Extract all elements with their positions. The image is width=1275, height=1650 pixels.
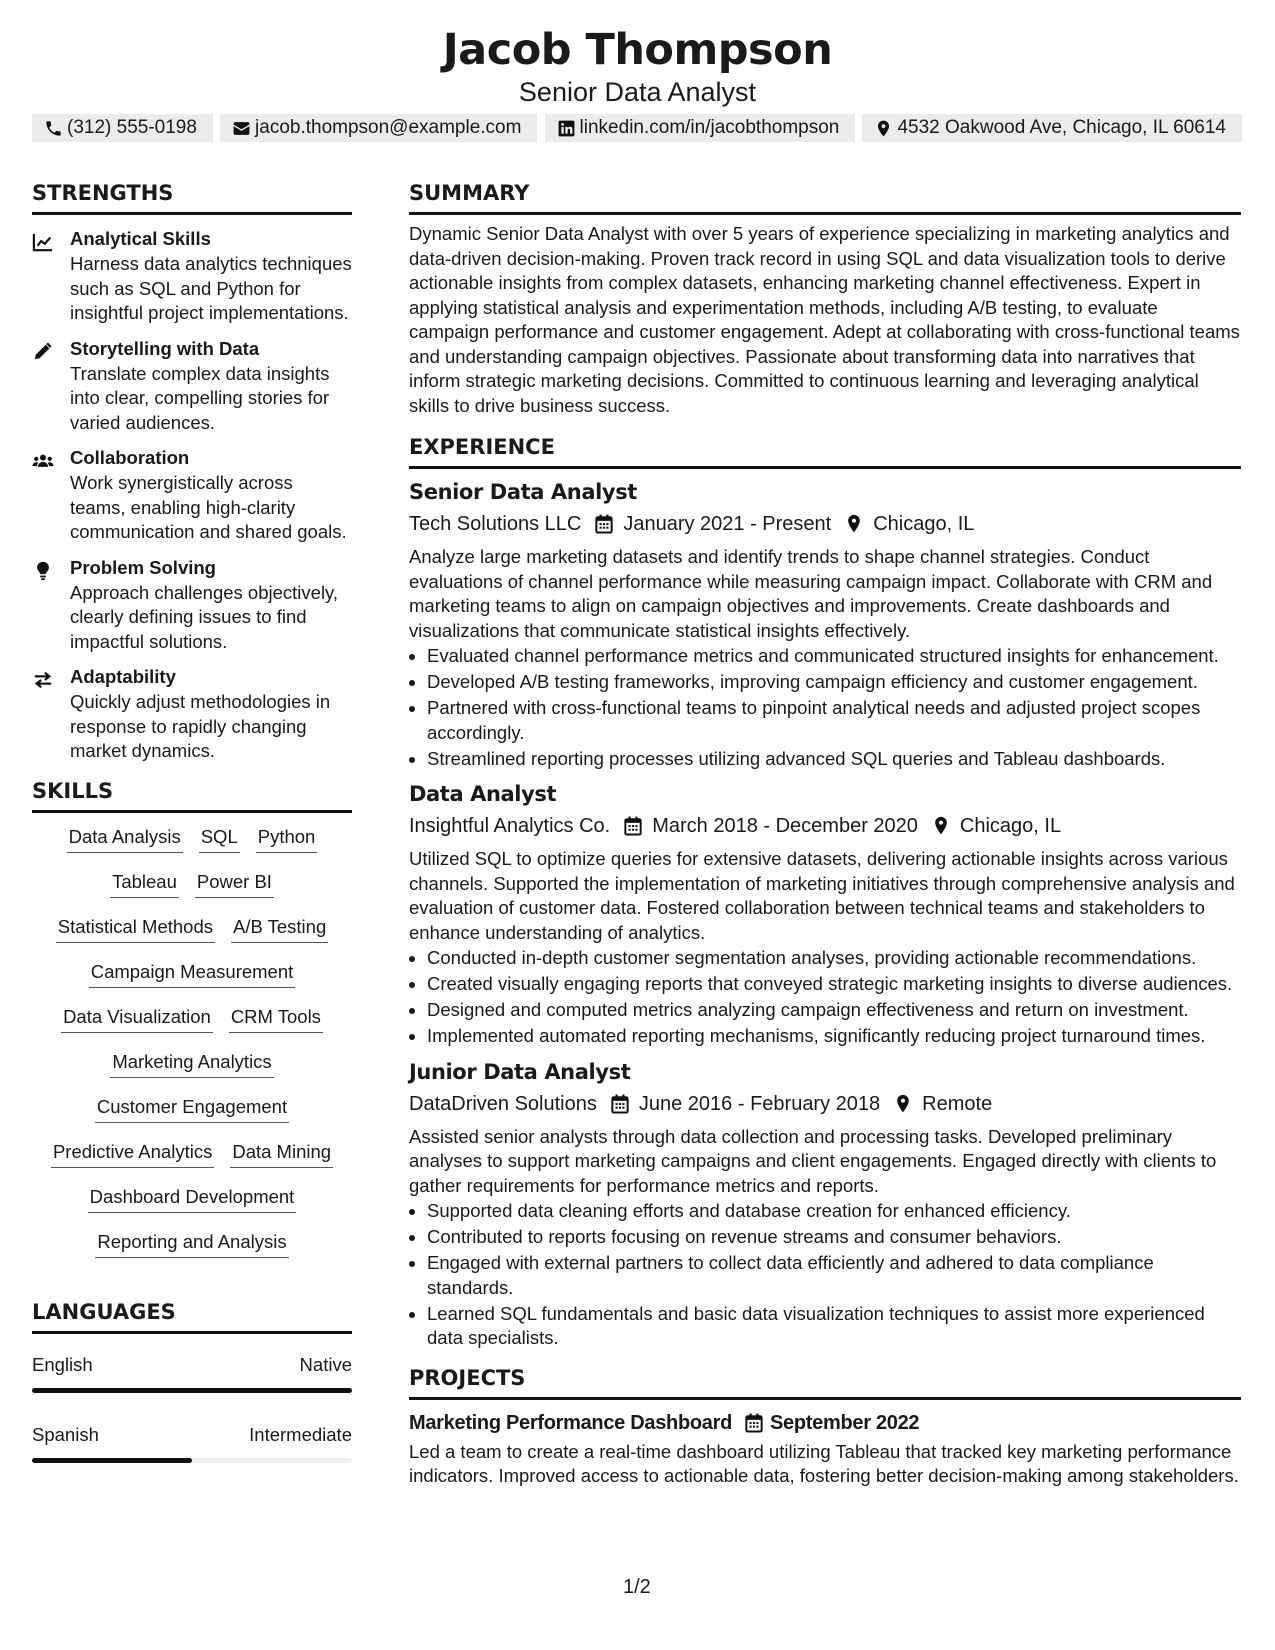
job-bullet: • Engaged with external partners to collect data efficiently and adhered to data compliance standards. xyxy=(427,1251,1241,1300)
contact-linkedin[interactable] xyxy=(545,114,856,142)
skill-tag: Marketing Analytics xyxy=(110,1050,273,1078)
proficiency-fill xyxy=(32,1388,352,1393)
job-company: Insightful Analytics Co. xyxy=(409,815,611,837)
skill-tag: Statistical Methods xyxy=(56,915,215,943)
job-bullet: • Developed A/B testing frameworks, improving campaign efficiency and customer engagement. xyxy=(427,670,1241,695)
job-bullet: • Learned SQL fundamentals and basic data visualization techniques to assist more experienced data specialists. xyxy=(427,1302,1241,1351)
skill-row xyxy=(32,825,352,870)
summary-text: Dynamic Senior Data Analyst with over 5 years of experience specializing in marketing analytics and data-driven decision-making. Proven track record in using SQL and data visualization tools to derive actionable insights from complex datasets, enhancing marketing channel effectiveness. Expert in applying statistical analysis and experimentation methods, including A/B testing, to evaluate campaign performance and customer engagement. Adept at collaborating with cross-functional teams and understanding campaign objectives. Passionate about transforming data into narratives that inform strategic marketing decisions. Committed to continuous learning and leveraging analytical skills to drive business success. xyxy=(409,223,1240,416)
skill-row xyxy=(32,915,352,960)
skill-tag: Customer Engagement xyxy=(95,1095,289,1123)
projects-list xyxy=(409,1408,1241,1489)
project-header xyxy=(409,1408,1241,1438)
language-level: Intermediate xyxy=(249,1423,352,1445)
strengths-list xyxy=(32,226,352,764)
job-company: DataDriven Solutions xyxy=(409,1092,597,1115)
skill-row xyxy=(32,1140,352,1185)
page-number: 1/2 xyxy=(623,1576,651,1598)
strength-title: Problem Solving xyxy=(70,556,216,578)
calendar-icon xyxy=(595,514,613,534)
skill-tag: Dashboard Development xyxy=(88,1185,297,1213)
skill-tag: Python xyxy=(256,825,318,853)
strength-title: Analytical Skills xyxy=(70,228,211,249)
contact-phone-text: (312) 555-0198 xyxy=(67,117,197,138)
job-bullets xyxy=(409,644,1241,771)
skills-heading: SKILLS xyxy=(32,776,352,813)
strength-desc: Harness data analytics techniques such as SQL and Python for insightful project implementations. xyxy=(70,253,352,323)
job-title: Data Analyst xyxy=(409,782,557,806)
language-name: Spanish xyxy=(32,1423,99,1445)
resume-header xyxy=(0,22,1275,108)
job-location: Chicago, IL xyxy=(959,815,1062,837)
left-column xyxy=(32,178,352,1474)
map-pin-icon xyxy=(894,1094,912,1114)
skill-row xyxy=(32,1050,352,1095)
map-pin-icon xyxy=(845,514,863,534)
skill-tag: CRM Tools xyxy=(229,1005,323,1033)
languages-list xyxy=(32,1334,352,1474)
contact-email[interactable] xyxy=(220,114,537,142)
proficiency-bar xyxy=(32,1388,352,1393)
job-entry xyxy=(409,1057,1241,1351)
right-column xyxy=(409,178,1241,1489)
candidate-title: Senior Data Analyst xyxy=(518,77,757,107)
contact-email-text: jacob.thompson@example.com xyxy=(255,117,522,138)
project-description: Led a team to create a real-time dashboard utilizing Tableau that tracked key marketing performance indicators. Improved access to actionable data, fostering better decision-making among stakeholders. xyxy=(409,1440,1239,1486)
skill-tag: SQL xyxy=(199,825,240,853)
contact-phone[interactable] xyxy=(32,114,213,142)
strength-title: Storytelling with Data xyxy=(70,337,260,359)
job-bullet: • Created visually engaging reports that conveyed strategic marketing insights to diverse audiences. xyxy=(427,972,1241,997)
job-location: Chicago, IL xyxy=(873,513,975,535)
users-icon xyxy=(32,451,54,471)
summary-heading: SUMMARY xyxy=(409,178,1241,215)
skill-tag: Campaign Measurement xyxy=(89,960,296,988)
skill-row xyxy=(32,1095,352,1140)
language-item xyxy=(32,1404,352,1474)
calendar-icon xyxy=(624,816,642,836)
job-entry xyxy=(409,477,1241,771)
language-name: English xyxy=(32,1353,93,1375)
job-bullet: • Supported data cleaning efforts and database creation for enhanced efficiency. xyxy=(427,1199,1241,1224)
experience-list xyxy=(409,477,1241,1351)
strength-item xyxy=(32,555,352,655)
job-meta xyxy=(409,1089,1241,1119)
job-bullet: • Implemented automated reporting mechanisms, significantly reducing project turnaround times. xyxy=(427,1024,1241,1049)
language-level: Native xyxy=(299,1353,352,1375)
strength-item xyxy=(32,664,352,764)
experience-heading: EXPERIENCE xyxy=(409,432,1241,469)
job-description: Utilized SQL to optimize queries for extensive datasets, delivering actionable insights across various channels. Supported the implementation of marketing initiatives through comprehensive analysis and evaluation of customer data. Fostered collaboration between technical teams and stakeholders to enhance understanding of analytics. xyxy=(409,848,1235,943)
project-title: Marketing Performance Dashboard xyxy=(409,1411,733,1434)
job-bullet: • Partnered with cross-functional teams to pinpoint analytical needs and adjusted project scopes accordingly. xyxy=(427,696,1241,745)
skill-tag: A/B Testing xyxy=(231,915,328,943)
strength-title: Collaboration xyxy=(70,447,190,468)
project-entry xyxy=(409,1408,1241,1489)
candidate-name: Jacob Thompson xyxy=(442,25,833,75)
strengths-heading: STRENGTHS xyxy=(32,178,352,215)
calendar-icon xyxy=(611,1094,629,1114)
strength-item xyxy=(32,226,352,326)
job-meta xyxy=(409,811,1241,841)
strength-desc: Translate complex data insights into clear, compelling stories for varied audiences. xyxy=(70,362,330,433)
lightbulb-icon xyxy=(32,561,54,581)
strength-desc: Quickly adjust methodologies in response to rapidly changing market dynamics. xyxy=(70,691,331,761)
project-date: September 2022 xyxy=(770,1411,920,1434)
strength-item xyxy=(32,445,352,545)
job-bullet: • Streamlined reporting processes utilizing advanced SQL queries and Tableau dashboards. xyxy=(427,747,1241,772)
job-description: Analyze large marketing datasets and identify trends to shape channel strategies. Conduct evaluations of channel performance while measuring campaign impact. Collaborate with CRM and marketing teams to align on campaign objectives and improvements. Create dashboards and visualizations that communicate statistical insights effectively. xyxy=(409,546,1213,641)
contact-bar xyxy=(32,114,1242,142)
proficiency-fill xyxy=(32,1458,192,1463)
job-bullets xyxy=(409,1199,1241,1351)
strength-desc: Work synergistically across teams, enabling high-clarity communication and shared goals. xyxy=(70,472,347,542)
skill-tag: Power BI xyxy=(195,870,274,898)
map-pin-icon xyxy=(932,816,950,836)
strength-desc: Approach challenges objectively, clearly defining issues to find impactful solutions. xyxy=(70,581,339,652)
job-entry xyxy=(409,779,1241,1049)
contact-address[interactable] xyxy=(862,114,1242,142)
job-location: Remote xyxy=(922,1092,993,1115)
job-bullet: • Conducted in-depth customer segmentation analyses, providing actionable recommendations. xyxy=(427,946,1241,971)
skill-tag: Data Visualization xyxy=(61,1005,213,1033)
job-bullets xyxy=(409,946,1241,1049)
job-title: Senior Data Analyst xyxy=(409,480,637,504)
language-item xyxy=(32,1334,352,1404)
job-bullet: • Contributed to reports focusing on revenue streams and consumer behaviors. xyxy=(427,1225,1241,1250)
map-pin-icon xyxy=(874,119,893,138)
job-company: Tech Solutions LLC xyxy=(409,513,582,535)
languages-heading: LANGUAGES xyxy=(32,1297,352,1334)
job-meta xyxy=(409,509,1241,539)
job-description: Assisted senior analysts through data collection and processing tasks. Developed preliminary analyses to support marketing campaigns and client engagements. Engaged directly with clients to gather requirements for performance metrics and reports. xyxy=(409,1125,1217,1196)
skill-row xyxy=(32,1185,352,1230)
strength-item xyxy=(32,336,352,436)
skill-row xyxy=(32,870,352,915)
envelope-icon xyxy=(232,119,251,138)
skill-row xyxy=(32,1005,352,1050)
contact-linkedin-text: linkedin.com/in/jacobthompson xyxy=(579,117,840,138)
skill-tag: Tableau xyxy=(110,870,179,898)
line-chart-icon xyxy=(32,232,54,252)
job-dates: January 2021 - Present xyxy=(623,513,832,535)
job-title: Junior Data Analyst xyxy=(409,1059,631,1084)
job-dates: June 2016 - February 2018 xyxy=(638,1092,881,1115)
phone-icon xyxy=(44,119,63,138)
linkedin-icon xyxy=(557,119,576,138)
skill-tag: Data Analysis xyxy=(67,825,183,853)
proficiency-bar xyxy=(32,1458,352,1463)
projects-heading: PROJECTS xyxy=(409,1363,1241,1400)
job-bullet: • Evaluated channel performance metrics and communicated structured insights for enhancement. xyxy=(427,644,1241,669)
exchange-icon xyxy=(32,670,54,690)
skill-row xyxy=(32,1230,352,1275)
skill-row xyxy=(32,960,352,1005)
skill-tag: Reporting and Analysis xyxy=(95,1230,288,1258)
strength-title: Adaptability xyxy=(70,666,176,687)
pencil-icon xyxy=(32,342,54,362)
skill-tag: Data Mining xyxy=(230,1140,333,1168)
job-bullet: • Designed and computed metrics analyzing campaign effectiveness and return on investment. xyxy=(427,998,1241,1023)
skill-tag: Predictive Analytics xyxy=(51,1140,214,1168)
job-dates: March 2018 - December 2020 xyxy=(652,815,918,837)
calendar-icon xyxy=(745,1413,763,1433)
skills-list xyxy=(32,813,352,1275)
contact-address-text: 4532 Oakwood Ave, Chicago, IL 60614 xyxy=(897,117,1226,138)
